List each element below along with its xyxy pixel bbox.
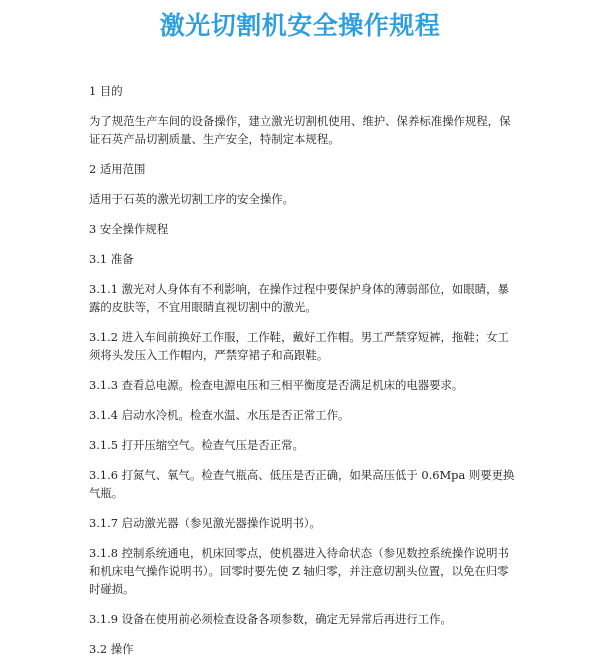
clause-3-1-8: 3.1.8 控制系统通电，机床回零点，使机器进入待命状态（参见数控系统操作说明书和机床电气操作说明书）。回零时要先使 Z 轴归零，并注意切割头位置，以免在归零时碰损。	[89, 546, 509, 596]
clause-3-1-7: 3.1.7 启动激光器（参见激光器操作说明书）。	[89, 516, 321, 530]
clause-3-1-5: 3.1.5 打开压缩空气。检查气压是否正常。	[89, 438, 304, 452]
subsection-heading-operation: 3.2 操作	[89, 642, 134, 656]
clause-3-1-3: 3.1.3 查看总电源。检查电源电压和三相平衡度是否满足机床的电器要求。	[89, 378, 464, 392]
paragraph-purpose: 为了规范生产车间的设备操作，建立激光切割机使用、维护、保养标准操作规程，保证石英产品切割质量、生产安全，特制定本规程。	[89, 114, 511, 146]
section-heading-scope: 2 适用范围	[89, 162, 146, 176]
section-heading-safety-rules: 3 安全操作规程	[89, 222, 169, 236]
clause-3-1-4: 3.1.4 启动水冷机。检查水温、水压是否正常工作。	[89, 408, 350, 422]
document-body	[89, 82, 519, 658]
clause-3-1-2: 3.1.2 进入车间前换好工作服，工作鞋，戴好工作帽。男工严禁穿短裤，拖鞋；女工须将头发压入工作帽内，严禁穿裙子和高跟鞋。	[89, 330, 509, 362]
clause-3-1-6: 3.1.6 打氮气、氧气。检查气瓶高、低压是否正确，如果高压低于 0.6Mpa 则要更换气瓶。	[89, 468, 515, 500]
document-title: 激光切割机安全操作规程	[159, 11, 441, 40]
paragraph-scope: 适用于石英的激光切割工序的安全操作。	[89, 192, 295, 206]
subsection-heading-preparation: 3.1 准备	[89, 252, 134, 266]
section-heading-purpose: 1 目的	[89, 84, 123, 98]
clause-3-1-1: 3.1.1 激光对人身体有不利影响，在操作过程中要保护身体的薄弱部位，如眼睛，暴露的皮肤等，不宜用眼睛直视切割中的激光。	[89, 282, 509, 314]
clause-3-1-9: 3.1.9 设备在使用前必须检查设备各项参数，确定无异常后再进行工作。	[89, 612, 452, 626]
